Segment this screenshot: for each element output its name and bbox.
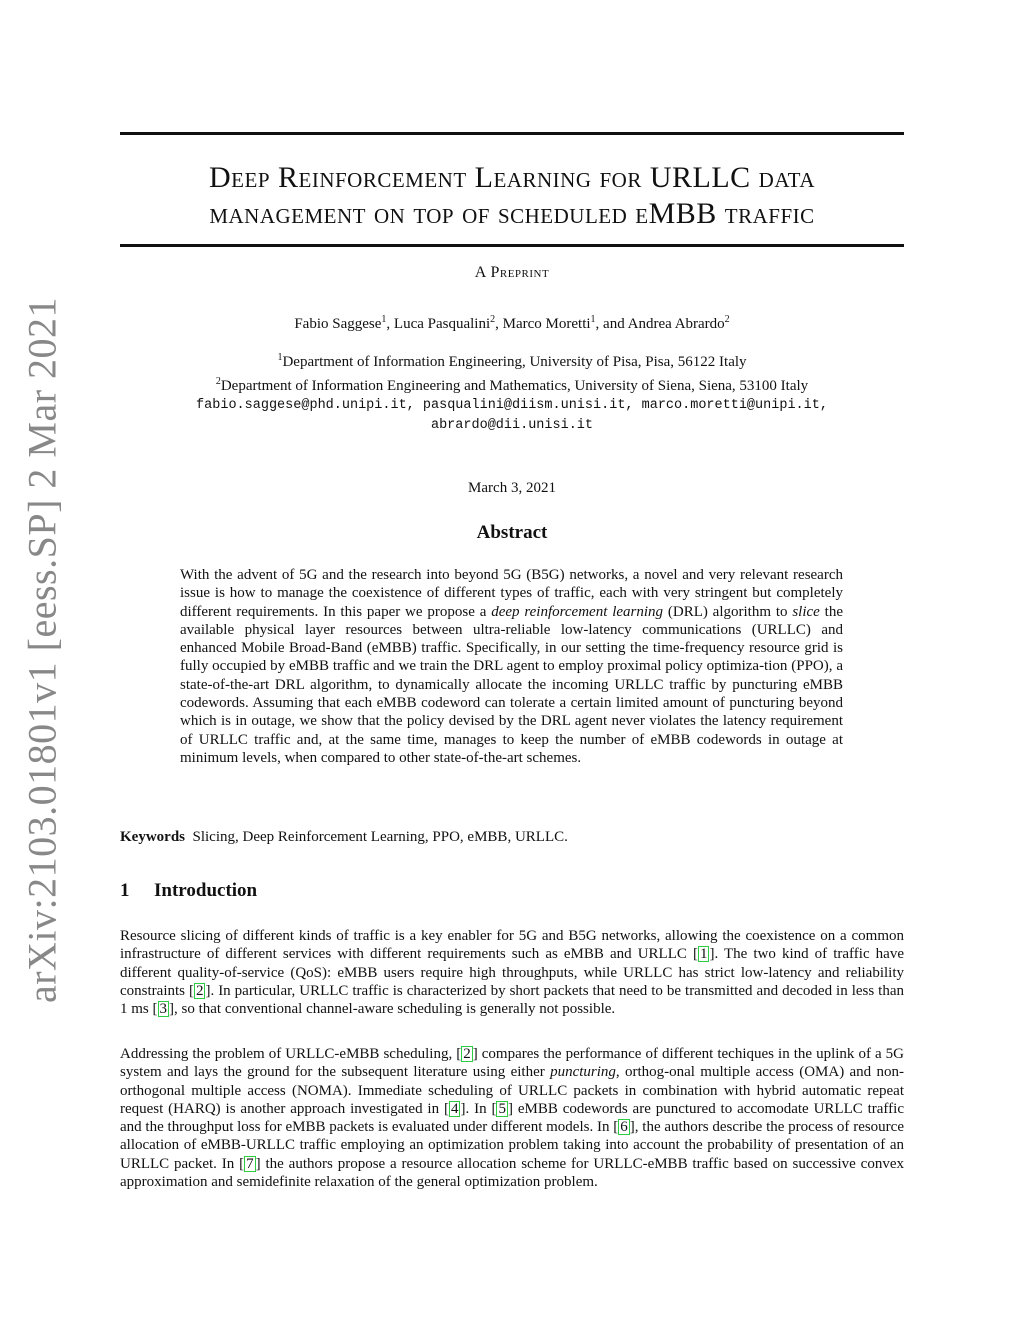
title-line-2: management on top of scheduled eMBB traffic: [209, 197, 815, 230]
affiliation-2: $^2$Department of Information Engineering and Mathematics, University of Siena, Siena, 53100 Italy: [215, 376, 809, 394]
section-heading: [120, 880, 257, 902]
affiliation-1: $^1$Department of Information Engineering, University of Pisa, Pisa, 56122 Italy: [277, 352, 747, 370]
keywords-text: Slicing, Deep Reinforcement Learning, PPO, eMBB, URLLC.: [192, 829, 568, 845]
keywords: [120, 829, 568, 846]
section-title: Introduction: [154, 880, 258, 901]
email-line-1: fabio.saggese@phd.unipi.it, pasqualini@diism.unisi.it, marco.moretti@unipi.it,: [196, 398, 828, 413]
preprint-label: A Preprint: [474, 264, 550, 281]
email-line-2: abrardo@dii.unisi.it: [430, 418, 594, 433]
section-number: 1: [120, 880, 130, 901]
title-line-1: Deep Reinforcement Learning for URLLC data: [209, 161, 815, 194]
citation-link[interactable]: 5: [498, 1100, 506, 1117]
abstract-heading: Abstract: [476, 522, 548, 543]
paper-title: [120, 160, 904, 232]
citation-link[interactable]: 2: [195, 982, 204, 999]
author-list: Fabio Saggese$^1$, Luca Pasqualini$^2$, Marco Moretti$^1$, and Andrea Abrardo$^2$: [294, 314, 730, 332]
top-rule: [120, 132, 904, 135]
citation-link[interactable]: 3: [159, 1001, 168, 1018]
intro-paragraph-1: Resource slicing of different kinds of traffic is a key enabler for 5G and B5G networks, allowing the coexistence on a common infrastructure of different services with different requirements such as eMBB and URLLC [ 1 ]. The two kind of traffic have different quality-of-service (QoS): eMBB users require high throughputs, while URLLC has strict low-latency and reliability constraints [ 2 ]. In particular, URLLC traffic is characterized by short packets that need to be transmitted and decoded in less than 1 ms [ 3 ], so that conventional channel-aware scheduling is generally not possible.: [120, 928, 904, 1018]
author-affil: 2: [724, 314, 730, 325]
author-name: Fabio Saggese: [294, 316, 382, 332]
bottom-rule: [120, 244, 904, 247]
citation-link[interactable]: 6: [620, 1119, 628, 1136]
keywords-label: Keywords: [120, 829, 185, 845]
author-name: Andrea Abrardo: [627, 316, 725, 332]
intro-paragraph-2: Addressing the problem of URLLC-eMBB scheduling, [ 2 ] compares the performance of different techiques in the uplink of a 5G system and lays the ground for the subsequent literature using either puncturing, orthog-onal multiple access (OMA) and non-orthogonal multiple access (NOMA). Immediate scheduling of URLLC packets in combination with hybrid automatic repeat request (HARQ) is another approach investigated in [ 4 ]. In [ 5 ] eMBB codewords are punctured to accomodate URLLC traffic and the throughput loss for eMBB packets is evaluated under different models. In [ 6 ], the authors describe the process of resource allocation of eMBB-URLLC traffic employing an optimization problem taking into account the probability of presentation of an URLLC packet. In [ 7 ] the authors propose a resource allocation scheme for URLLC-eMBB traffic based on successive convex approximation and semidefinite relaxation of the general optimization problem.: [120, 1046, 905, 1191]
affiliations: [120, 348, 904, 436]
author-name: Marco Moretti: [502, 316, 591, 332]
citation-link[interactable]: 4: [450, 1100, 459, 1117]
citation-link[interactable]: 2: [463, 1046, 471, 1062]
author-name: Luca Pasqualini: [393, 316, 491, 332]
author-affil: 1: [590, 314, 596, 325]
author-affil: 1: [381, 314, 387, 325]
citation-link[interactable]: 1: [699, 946, 708, 963]
author-affil: 2: [490, 314, 496, 325]
abstract-text: With the advent of 5G and the research into beyond 5G (B5G) networks, a novel and very relevant research issue is how to manage the coexistence of different types of traffic, each with very stringent but completely different requirements. In this paper we propose a deep reinforcement learning (DRL) algorithm to slice the available physical layer resources between ultra-reliable low-latency communications (URLLC) and enhanced Mobile Broad-Band (eMBB) traffic. Specifically, in our setting the time-frequency resource grid is fully occupied by eMBB traffic and we train the DRL agent to employ proximal policy optimiza-tion (PPO), a state-of-the-art DRL algorithm, to dynamically allocate the incoming URLLC traffic by puncturing eMBB codewords. Assuming that each eMBB codeword can tolerate a certain limited amount of puncturing beyond which is in outage, we show that the policy devised by the DRL agent never violates the latency requirement of URLLC traffic and, at the same time, manages to keep the number of eMBB codewords in outage at minimum levels, when compared to other state-of-the-art schemes.: [180, 567, 843, 766]
publication-date: March 3, 2021: [468, 480, 556, 496]
emphasis: puncturing: [550, 1064, 616, 1081]
arxiv-identifier: arXiv:2103.01801v1 [eess.SP] 2 Mar 2021: [19, 296, 65, 1004]
citation-link[interactable]: 7: [246, 1155, 254, 1172]
